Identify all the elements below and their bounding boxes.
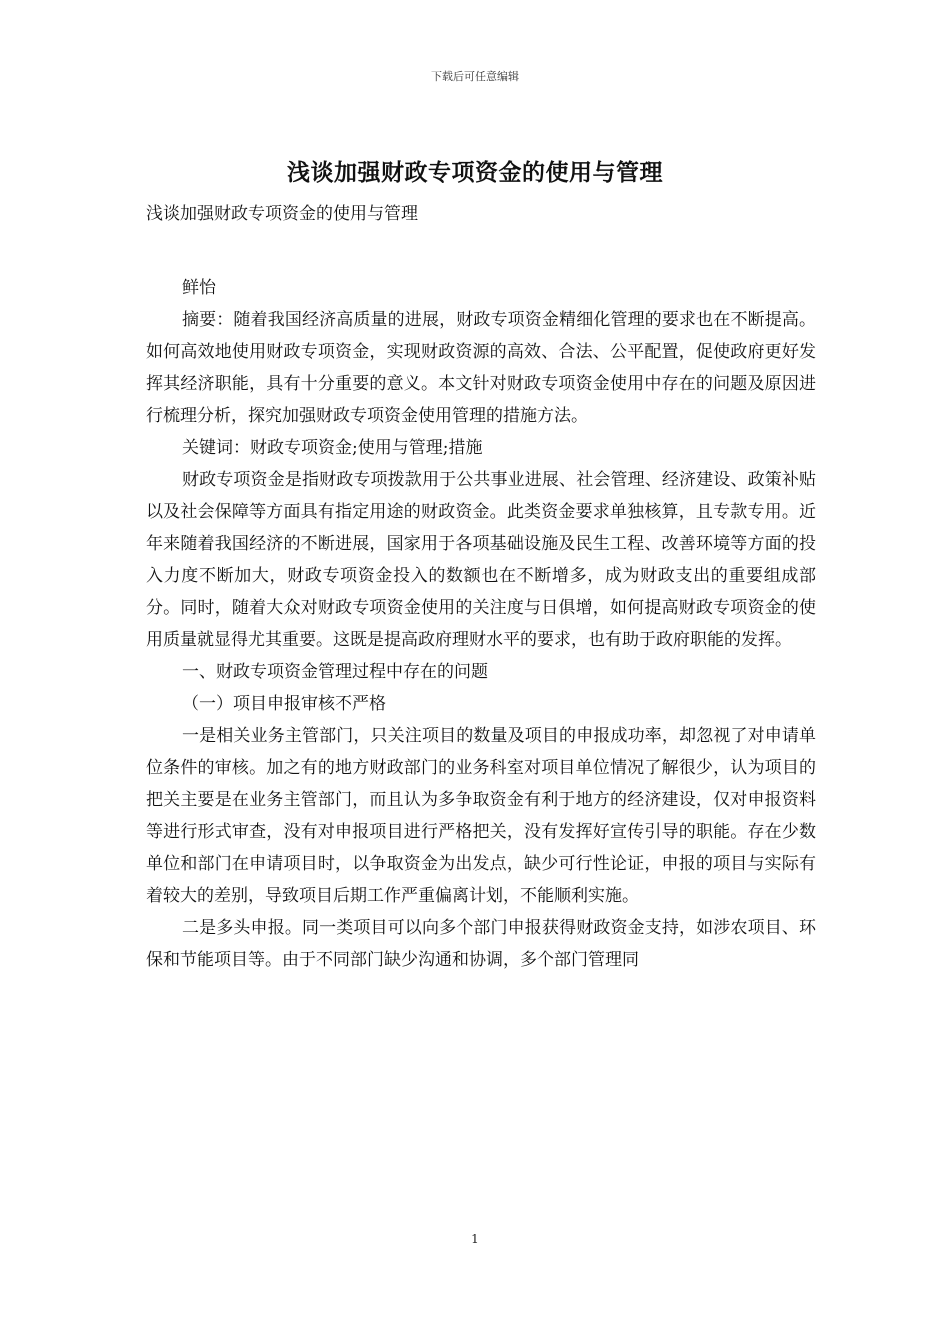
author: 鲜怡 [182, 278, 216, 298]
document-body [146, 198, 816, 976]
subsection-heading: （一）项目申报审核不严格 [182, 694, 386, 714]
body-paragraph: 一是相关业务主管部门，只关注项目的数量及项目的申报成功率，却忽视了对申请单位条件的审核。加之有的地方财政部门的业务科室对项目单位情况了解很少，认为项目的把关主要是在业务主管部门，而且认为多争取资金有利于地方的经济建设，仅对申报资料等进行形式审查，没有对申报项目进行严格把关，没有发挥好宣传引导的职能。存在少数单位和部门在申请项目时，以争取资金为出发点，缺少可行性论证，申报的项目与实际有着较大的差别，导致项目后期工作严重偏离计划，不能顺利实施。 [146, 726, 816, 906]
abstract: 摘要：随着我国经济高质量的进展，财政专项资金精细化管理的要求也在不断提高。如何高效地使用财政专项资金，实现财政资源的高效、合法、公平配置，促使政府更好发挥其经济职能，具有十分重要的意义。本文针对财政专项资金使用中存在的问题及原因进行梳理分析，探究加强财政专项资金使用管理的措施方法。 [146, 310, 816, 426]
subtitle: 浅谈加强财政专项资金的使用与管理 [146, 204, 418, 224]
keywords: 关键词：财政专项资金;使用与管理;措施 [182, 438, 483, 458]
page-number: 1 [471, 1232, 479, 1246]
document-title: 浅谈加强财政专项资金的使用与管理 [287, 159, 663, 186]
body-paragraph: 二是多头申报。同一类项目可以向多个部门申报获得财政资金支持，如涉农项目、环保和节能项目等。由于不同部门缺少沟通和协调，多个部门管理同 [146, 918, 816, 970]
section-heading: 一、财政专项资金管理过程中存在的问题 [182, 662, 488, 682]
page-header: 下载后可任意编辑 [431, 70, 519, 83]
intro-paragraph: 财政专项资金是指财政专项拨款用于公共事业进展、社会管理、经济建设、政策补贴以及社会保障等方面具有指定用途的财政资金。此类资金要求单独核算，且专款专用。近年来随着我国经济的不断进展，国家用于各项基础设施及民生工程、改善环境等方面的投入力度不断加大，财政专项资金投入的数额也在不断增多，成为财政支出的重要组成部分。同时，随着大众对财政专项资金使用的关注度与日俱增，如何提高财政专项资金的使用质量就显得尤其重要。这既是提高政府理财水平的要求，也有助于政府职能的发挥。 [146, 470, 816, 650]
